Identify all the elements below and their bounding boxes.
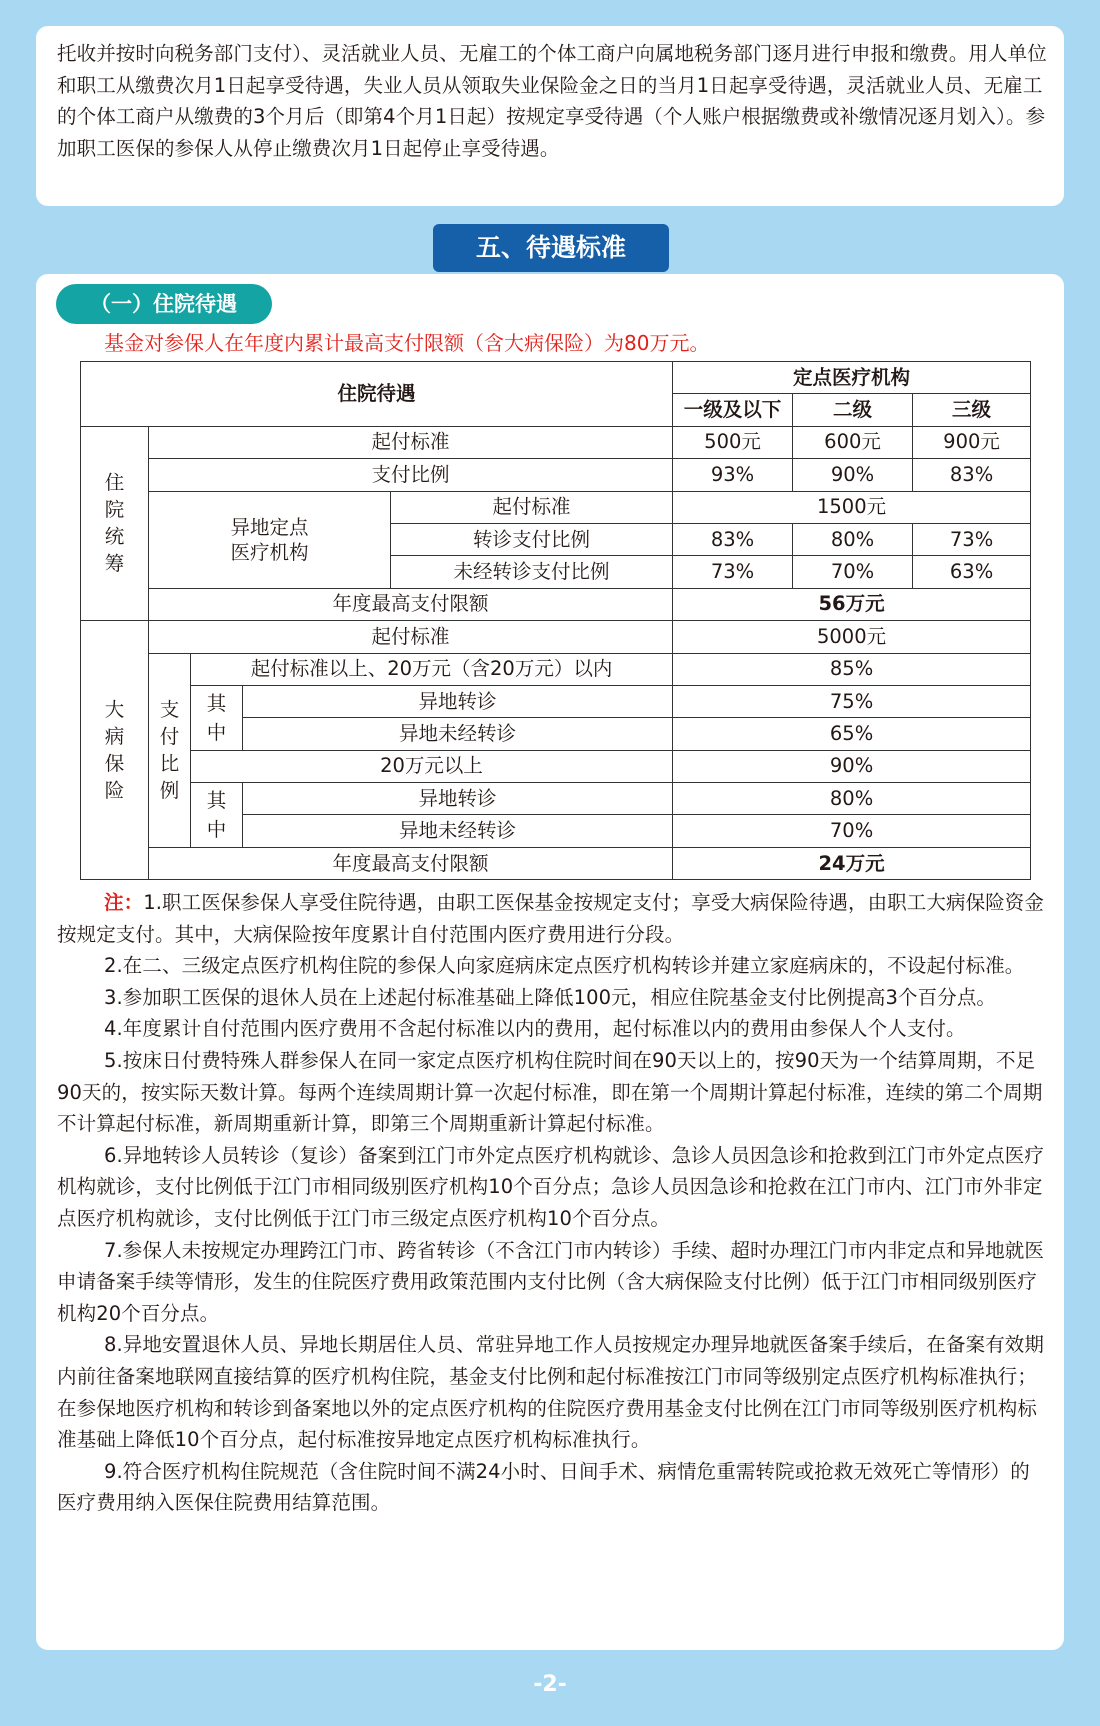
offsite-institution-label: 异地定点 医疗机构 xyxy=(149,491,391,588)
tongchou-ratio-l1: 93% xyxy=(673,459,793,491)
page-number: -2- xyxy=(533,1672,567,1697)
referral-ratio-l2: 80% xyxy=(793,523,913,555)
dabing-annual-max-value: 24万元 xyxy=(673,847,1031,879)
referral-ratio-l3: 73% xyxy=(913,523,1031,555)
tongchou-threshold-l2: 600元 xyxy=(793,426,913,458)
nonreferral-ratio-l1: 73% xyxy=(673,556,793,588)
dabing-annual-max-label: 年度最高支付限额 xyxy=(149,847,673,879)
intro-paragraph: 托收并按时向税务部门支付）、灵活就业人员、无雇工的个体工商户向属地税务部门逐月进行申报和缴费。用人单位和职工从缴费次月1日起享受待遇，失业人员从领取失业保险金之日的当月1日起享受待遇，灵活就业人员、无雇工的个体工商户从缴费的3个月后（即第4个月1日起）按规定享受待遇（个人账户根据缴费或补缴情况逐月划入）。参加职工医保的参保人从停止缴费次月1日起停止享受待遇。 xyxy=(57,42,1047,160)
note-1 xyxy=(57,887,1047,950)
tongchou-ratio-label: 支付比例 xyxy=(149,459,673,491)
tongchou-ratio-l3: 83% xyxy=(913,459,1031,491)
tier1-offsite-value: 75% xyxy=(673,685,1031,717)
tongchou-label: 住院统筹 xyxy=(81,426,149,620)
tongchou-threshold-label: 起付标准 xyxy=(149,426,673,458)
notes-section xyxy=(57,887,1047,1519)
header-designated-institutions: 定点医疗机构 xyxy=(673,362,1031,394)
referral-ratio-label: 转诊支付比例 xyxy=(391,523,673,555)
referral-ratio-l1: 83% xyxy=(673,523,793,555)
notes-label: 注： xyxy=(104,891,144,914)
tier1-offsite-nonref-value: 65% xyxy=(673,718,1031,750)
tongchou-threshold-l3: 900元 xyxy=(913,426,1031,458)
note-1-text: 1.职工医保参保人享受住院待遇，由职工医保基金按规定支付；享受大病保险待遇，由职工大病保险资金按规定支付。其中，大病保险按年度累计自付范围内医疗费用进行分段。 xyxy=(57,891,1045,946)
note-6: 6.异地转诊人员转诊（复诊）备案到江门市外定点医疗机构就诊、急诊人员因急诊和抢救到江门市外定点医疗机构就诊，支付比例低于江门市相同级别医疗机构10个百分点；急诊人员因急诊和抢救在江门市内、江门市外非定点医疗机构就诊，支付比例低于江门市三级定点医疗机构10个百分点。 xyxy=(57,1143,1045,1230)
tier2-offsite-value: 80% xyxy=(673,783,1031,815)
dabing-threshold-value: 5000元 xyxy=(673,621,1031,653)
note-9: 9.符合医疗机构住院规范（含住院时间不满24小时、日间手术、病情危重需转院或抢救无效死亡等情形）的医疗费用纳入医保住院费用结算范围。 xyxy=(57,1459,1030,1515)
tier2-among-label: 其中 xyxy=(191,783,243,848)
nonreferral-ratio-l3: 63% xyxy=(913,556,1031,588)
tier2-value: 90% xyxy=(673,750,1031,782)
subtitle-badge: （一）住院待遇 xyxy=(56,284,272,324)
tongchou-ratio-l2: 90% xyxy=(793,459,913,491)
tier1-label: 起付标准以上、20万元（含20万元）以内 xyxy=(191,653,673,685)
nonreferral-ratio-l2: 70% xyxy=(793,556,913,588)
nonreferral-ratio-label: 未经转诊支付比例 xyxy=(391,556,673,588)
note-5: 5.按床日付费特殊人群参保人在同一家定点医疗机构住院时间在90天以上的，按90天为一个结算周期，不足90天的，按实际天数计算。每两个连续周期计算一次起付标准，即在第一个周期计算起付标准，连续的第二个周期不计算起付标准，新周期重新计算，即第三个周期重新计算起付标准。 xyxy=(57,1048,1043,1136)
tier1-offsite-label: 异地转诊 xyxy=(243,685,673,717)
intro-card xyxy=(36,26,1064,206)
dabing-label: 大病保险 xyxy=(81,621,149,880)
tongchou-threshold-l1: 500元 xyxy=(673,426,793,458)
header-hospital-benefit: 住院待遇 xyxy=(81,362,673,427)
tongchou-annual-max-value: 56万元 xyxy=(673,588,1031,620)
offsite-threshold-value: 1500元 xyxy=(673,491,1031,523)
header-level-1: 一级及以下 xyxy=(673,394,793,426)
tier1-offsite-nonref-label: 异地未经转诊 xyxy=(243,718,673,750)
tier2-offsite-nonref-label: 异地未经转诊 xyxy=(243,815,673,847)
note-3: 3.参加职工医保的退休人员在上述起付标准基础上降低100元，相应住院基金支付比例提高3个百分点。 xyxy=(104,985,997,1009)
header-level-3: 三级 xyxy=(913,394,1031,426)
tier2-label: 20万元以上 xyxy=(191,750,673,782)
tier2-offsite-label: 异地转诊 xyxy=(243,783,673,815)
note-8: 8.异地安置退休人员、异地长期居住人员、常驻异地工作人员按规定办理异地就医备案手续后，在备案有效期内前往备案地联网直接结算的医疗机构住院，基金支付比例和起付标准按江门市同等级别定点医疗机构标准执行；在参保地医疗机构和转诊到备案地以外的定点医疗机构的住院医疗费用基金支付比例在江门市同等级别医疗机构标准基础上降低10个百分点，起付标准按异地定点医疗机构标准执行。 xyxy=(57,1333,1045,1452)
note-4: 4.年度累计自付范围内医疗费用不含起付标准以内的费用，起付标准以内的费用由参保人个人支付。 xyxy=(104,1017,966,1041)
offsite-threshold-label: 起付标准 xyxy=(391,491,673,523)
tongchou-annual-max-label: 年度最高支付限额 xyxy=(149,588,673,620)
tier2-offsite-nonref-value: 70% xyxy=(673,815,1031,847)
section-title: 五、待遇标准 xyxy=(433,224,669,272)
tier1-value: 85% xyxy=(673,653,1031,685)
note-2: 2.在二、三级定点医疗机构住院的参保人向家庭病床定点医疗机构转诊并建立家庭病床的，不设起付标准。 xyxy=(104,954,1025,978)
dabing-ratio-label: 支付比例 xyxy=(149,653,191,847)
tier1-among-label: 其中 xyxy=(191,685,243,750)
benefit-table xyxy=(80,361,1031,880)
annual-limit-note: 基金对参保人在年度内累计最高支付限额（含大病保险）为80万元。 xyxy=(104,331,710,355)
header-level-2: 二级 xyxy=(793,394,913,426)
note-7: 7.参保人未按规定办理跨江门市、跨省转诊（不含江门市内转诊）手续、超时办理江门市内非定点和异地就医申请备案手续等情形，发生的住院医疗费用政策范围内支付比例（含大病保险支付比例）低于江门市相同级别医疗机构20个百分点。 xyxy=(57,1238,1045,1325)
dabing-threshold-label: 起付标准 xyxy=(149,621,673,653)
